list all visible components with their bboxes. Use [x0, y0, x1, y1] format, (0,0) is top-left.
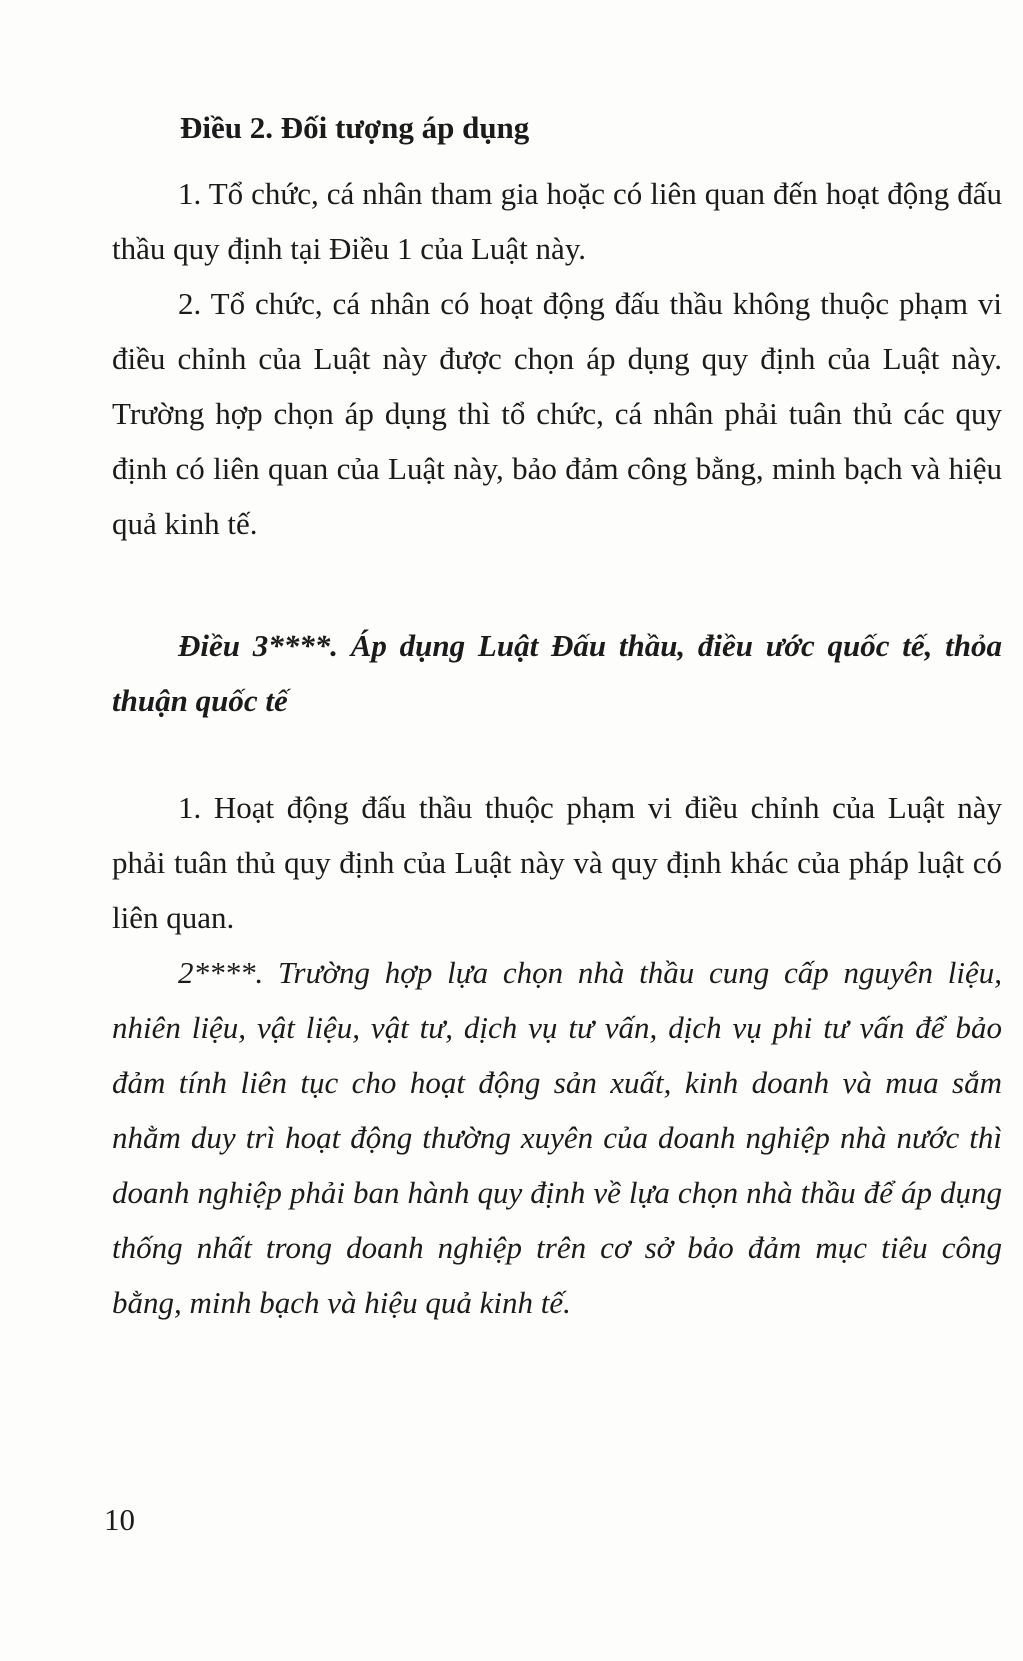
article-3-paragraph-1: 1. Hoạt động đấu thầu thuộc phạm vi điều chỉnh của Luật này phải tuân thủ quy định của Luật này và quy định khác của pháp luật có liên quan.: [112, 790, 1002, 935]
article-2-heading: Điều 2. Đối tượng áp dụng: [180, 110, 530, 145]
article-2-paragraph-1: 1. Tổ chức, cá nhân tham gia hoặc có liên quan đến hoạt động đấu thầu quy định tại Điều 1 của Luật này.: [112, 176, 1002, 266]
article-3-heading: Điều 3****. Áp dụng Luật Đấu thầu, điều ước quốc tế, thỏa thuận quốc tế: [112, 628, 1002, 718]
article-2-paragraph-2: 2. Tổ chức, cá nhân có hoạt động đấu thầu không thuộc phạm vi điều chỉnh của Luật này được chọn áp dụng quy định của Luật này. Trường hợp chọn áp dụng thì tổ chức, cá nhân phải tuân thủ các quy định có liên quan của Luật này, bảo đảm công bằng, minh bạch và hiệu quả kinh tế.: [112, 286, 1002, 541]
page-number: 10: [104, 1502, 135, 1537]
article-3-paragraph-2: 2****. Trường hợp lựa chọn nhà thầu cung cấp nguyên liệu, nhiên liệu, vật liệu, vật tư, dịch vụ tư vấn, dịch vụ phi tư vấn để bảo đảm tính liên tục cho hoạt động sản xuất, kinh doanh và mua sắm nhằm duy trì hoạt động thường xuyên của doanh nghiệp nhà nước thì doanh nghiệp phải ban hành quy định về lựa chọn nhà thầu để áp dụng thống nhất trong doanh nghiệp trên cơ sở bảo đảm mục tiêu công bằng, minh bạch và hiệu quả kinh tế.: [112, 955, 1002, 1320]
article-3-body: [112, 780, 1002, 1330]
article-2-body: [112, 166, 1002, 551]
